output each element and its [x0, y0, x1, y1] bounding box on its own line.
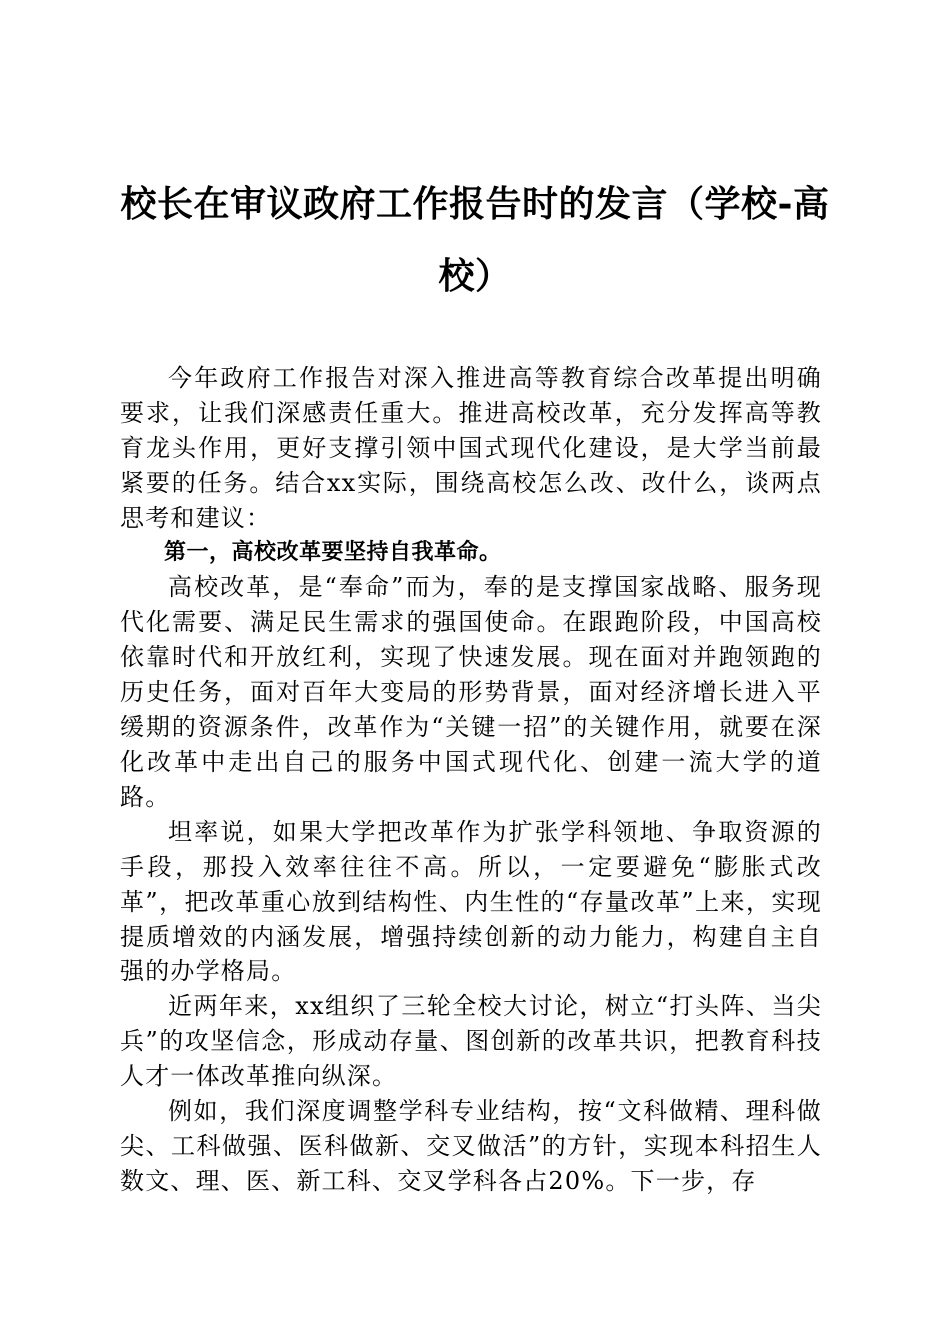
- paragraph-intro: 今年政府工作报告对深入推进高等教育综合改革提出明确要求，让我们深感责任重大。推进高校改革，充分发挥高等教育龙头作用，更好支撑引领中国式现代化建设，是大学当前最紧要的任务。结合xx实际，围绕高校怎么改、改什么，谈两点思考和建议：: [120, 364, 822, 532]
- document-title: 校长在审议政府工作报告时的发言（学校-高校）: [120, 183, 830, 297]
- paragraph: 高校改革，是“奉命”而为，奉的是支撑国家战略、服务现代化需要、满足民生需求的强国使命。在跟跑阶段，中国高校依靠时代和开放红利，实现了快速发展。现在面对并跑领跑的历史任务，面对百年大变局的形势背景，面对经济增长进入平缓期的资源条件，改革作为“关键一招”的关键作用，就要在深化改革中走出自己的服务中国式现代化、创建一流大学的道路。: [120, 573, 822, 811]
- paragraph: 坦率说，如果大学把改革作为扩张学科领地、争取资源的手段，那投入效率往往不高。所以，一定要避免“膨胀式改革”，把改革重心放到结构性、内生性的“存量改革”上来，实现提质增效的内涵发展，增强持续创新的动力能力，构建自主自强的办学格局。: [120, 817, 822, 986]
- document-body: [120, 361, 822, 1199]
- section-heading-1: 第一，高校改革要坚持自我革命。: [164, 539, 502, 565]
- paragraph: 例如，我们深度调整学科专业结构，按“文科做精、理科做尖、工科做强、医科做新、交叉做活”的方针，实现本科招生人数文、理、医、新工科、交叉学科各占20%。下一步，存: [120, 1097, 822, 1195]
- paragraph: 近两年来，xx组织了三轮全校大讨论，树立“打头阵、当尖兵”的攻坚信念，形成动存量、图创新的改革共识，把教育科技人才一体改革推向纵深。: [120, 992, 822, 1091]
